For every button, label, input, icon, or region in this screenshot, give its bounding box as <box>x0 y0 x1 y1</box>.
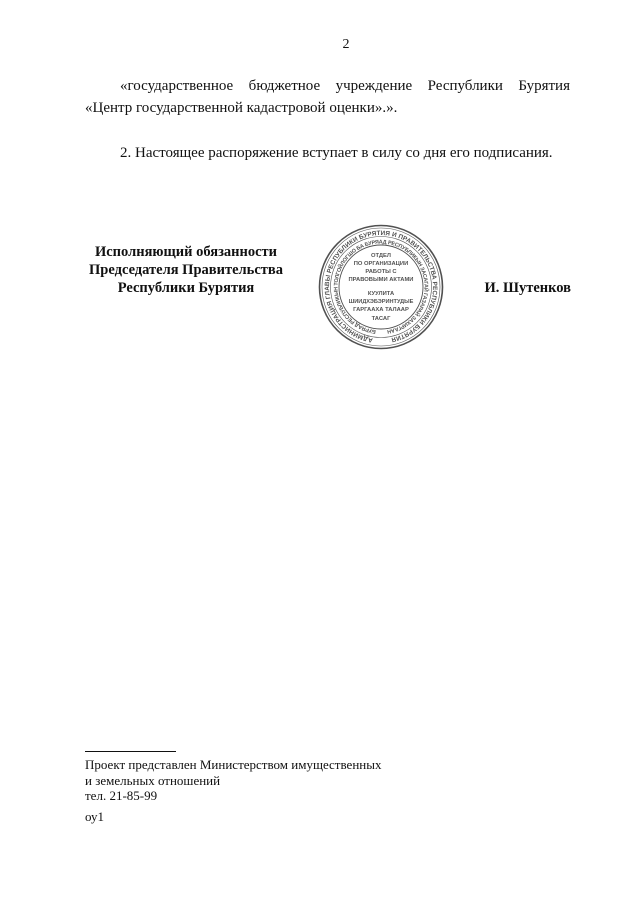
paragraph-1-line-1: «государственное бюджетное учреждение Республики Бурятия <box>120 78 570 94</box>
seal-center-line: ПРАВОВЫМИ АКТАМИ <box>348 277 414 283</box>
seal-outer-ring-text: АДМИНИСТРАЦИЯ ГЛАВЫ РЕСПУБЛИКИ БУРЯТИЯ И ПРАВИТЕЛЬСТВА РЕСПУБЛИКИ БУРЯТИЯ <box>323 229 439 344</box>
footnote-line: Проект представлен Министерством имущественных <box>85 757 382 772</box>
document-code: оу1 <box>85 809 105 824</box>
seal-center-line: КУУЛИТА <box>367 291 395 297</box>
seal-center-line: ОТДЕЛ <box>371 253 391 259</box>
paragraph-1-line-2: «Центр государственной кадастровой оценки».». <box>85 100 398 116</box>
seal-center-line: ГАРГААХА ТАЛААР <box>353 307 409 313</box>
footnote <box>85 757 381 804</box>
seal-outer-border-thin <box>322 228 440 346</box>
page-number: 2 <box>342 37 350 52</box>
signatory-position <box>70 243 302 297</box>
seal-ring-divider <box>331 237 432 338</box>
seal-inner-ring-text: БУРЯАД РЕСПУБЛИКЫН ТОЛГОЙЛОГШО БА БУРЯАД РЕСПУБЛИКЫН ЗАСАГАЙ ГАЗАРАЙ ЗАХИРГААН <box>333 239 429 335</box>
signatory-position-line: Республики Бурятия <box>117 280 255 296</box>
signatory-name: И. Шутенков <box>484 280 571 296</box>
paragraph-2: 2. Настоящее распоряжение вступает в силу со дня его подписания. <box>120 145 553 161</box>
footnote-phone: тел. 21-85-99 <box>85 788 158 803</box>
signatory-position-line: Председателя Правительства <box>89 262 283 278</box>
seal-center-line: ШИИДХЭБЭРИНТУДЫЕ <box>348 299 414 305</box>
seal-center-line: РАБОТЫ С <box>365 269 397 275</box>
seal-center-line: ТАСАГ <box>371 316 391 322</box>
signatory-position-line: Исполняющий обязанности <box>94 244 278 260</box>
seal-center-line: ПО ОРГАНИЗАЦИИ <box>353 261 409 267</box>
footnote-line: и земельных отношений <box>85 772 221 788</box>
official-seal <box>317 223 445 351</box>
footnote-divider <box>85 751 176 752</box>
